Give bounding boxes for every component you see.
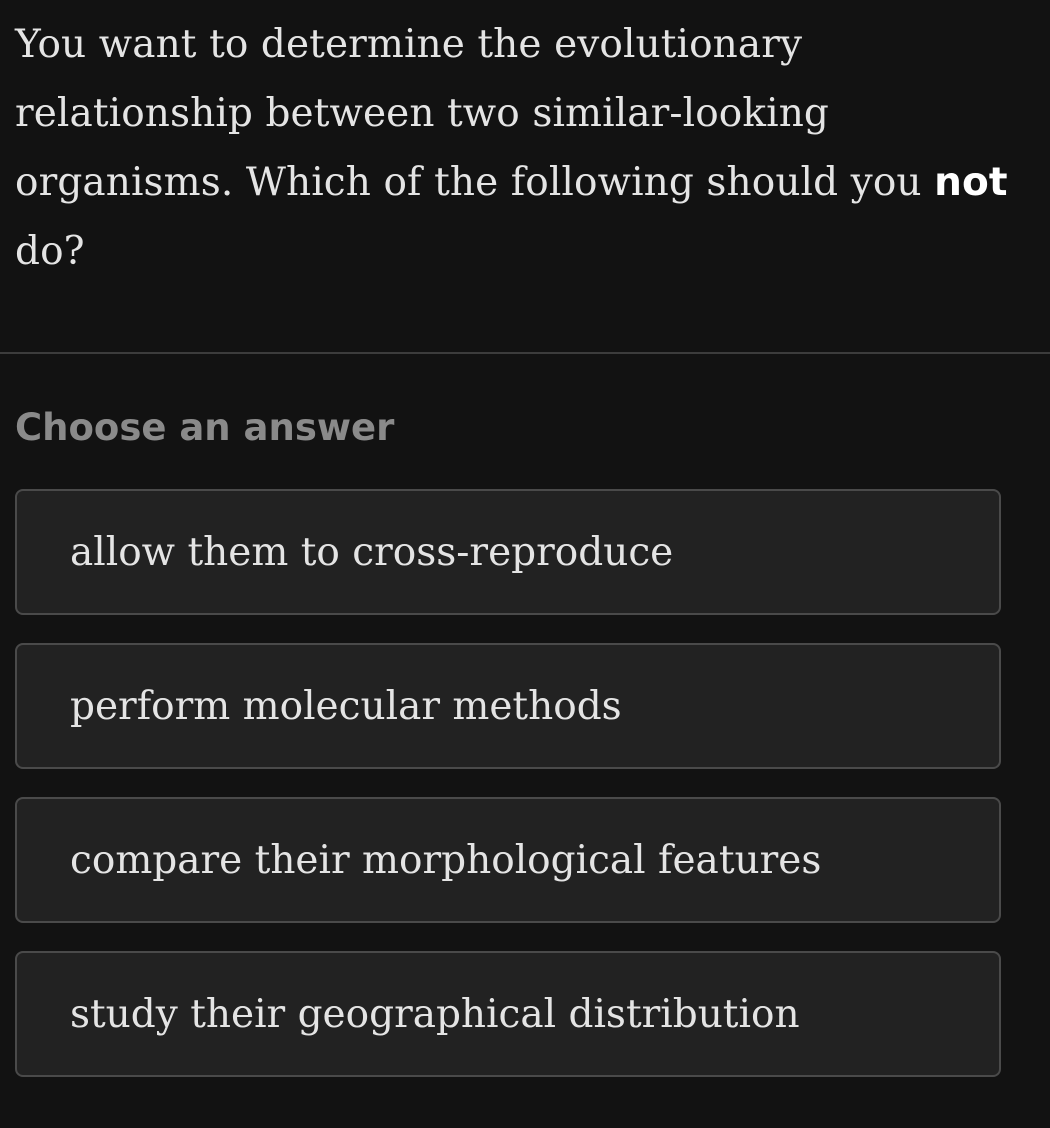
answer-option-4[interactable]: [15, 951, 1001, 1077]
answer-option-label: perform molecular methods: [70, 683, 622, 729]
answer-option-1[interactable]: [15, 489, 1001, 615]
answer-option-label: study their geographical distribution: [70, 991, 800, 1037]
answer-option-label: compare their morphological features: [70, 837, 822, 883]
answer-option-label: allow them to cross-reproduce: [70, 529, 674, 575]
answer-option-2[interactable]: [15, 643, 1001, 769]
question-text-start: You want to determine the evolutionary relationship between two similar-looking organisms. Which of the following should you: [15, 22, 935, 205]
choose-answer-label: Choose an answer: [15, 406, 395, 449]
divider: [0, 352, 1050, 354]
question-emphasis: not: [934, 160, 1008, 205]
answer-option-3[interactable]: [15, 797, 1001, 923]
question-text-end: do?: [15, 229, 85, 274]
question-text: [15, 10, 1015, 286]
